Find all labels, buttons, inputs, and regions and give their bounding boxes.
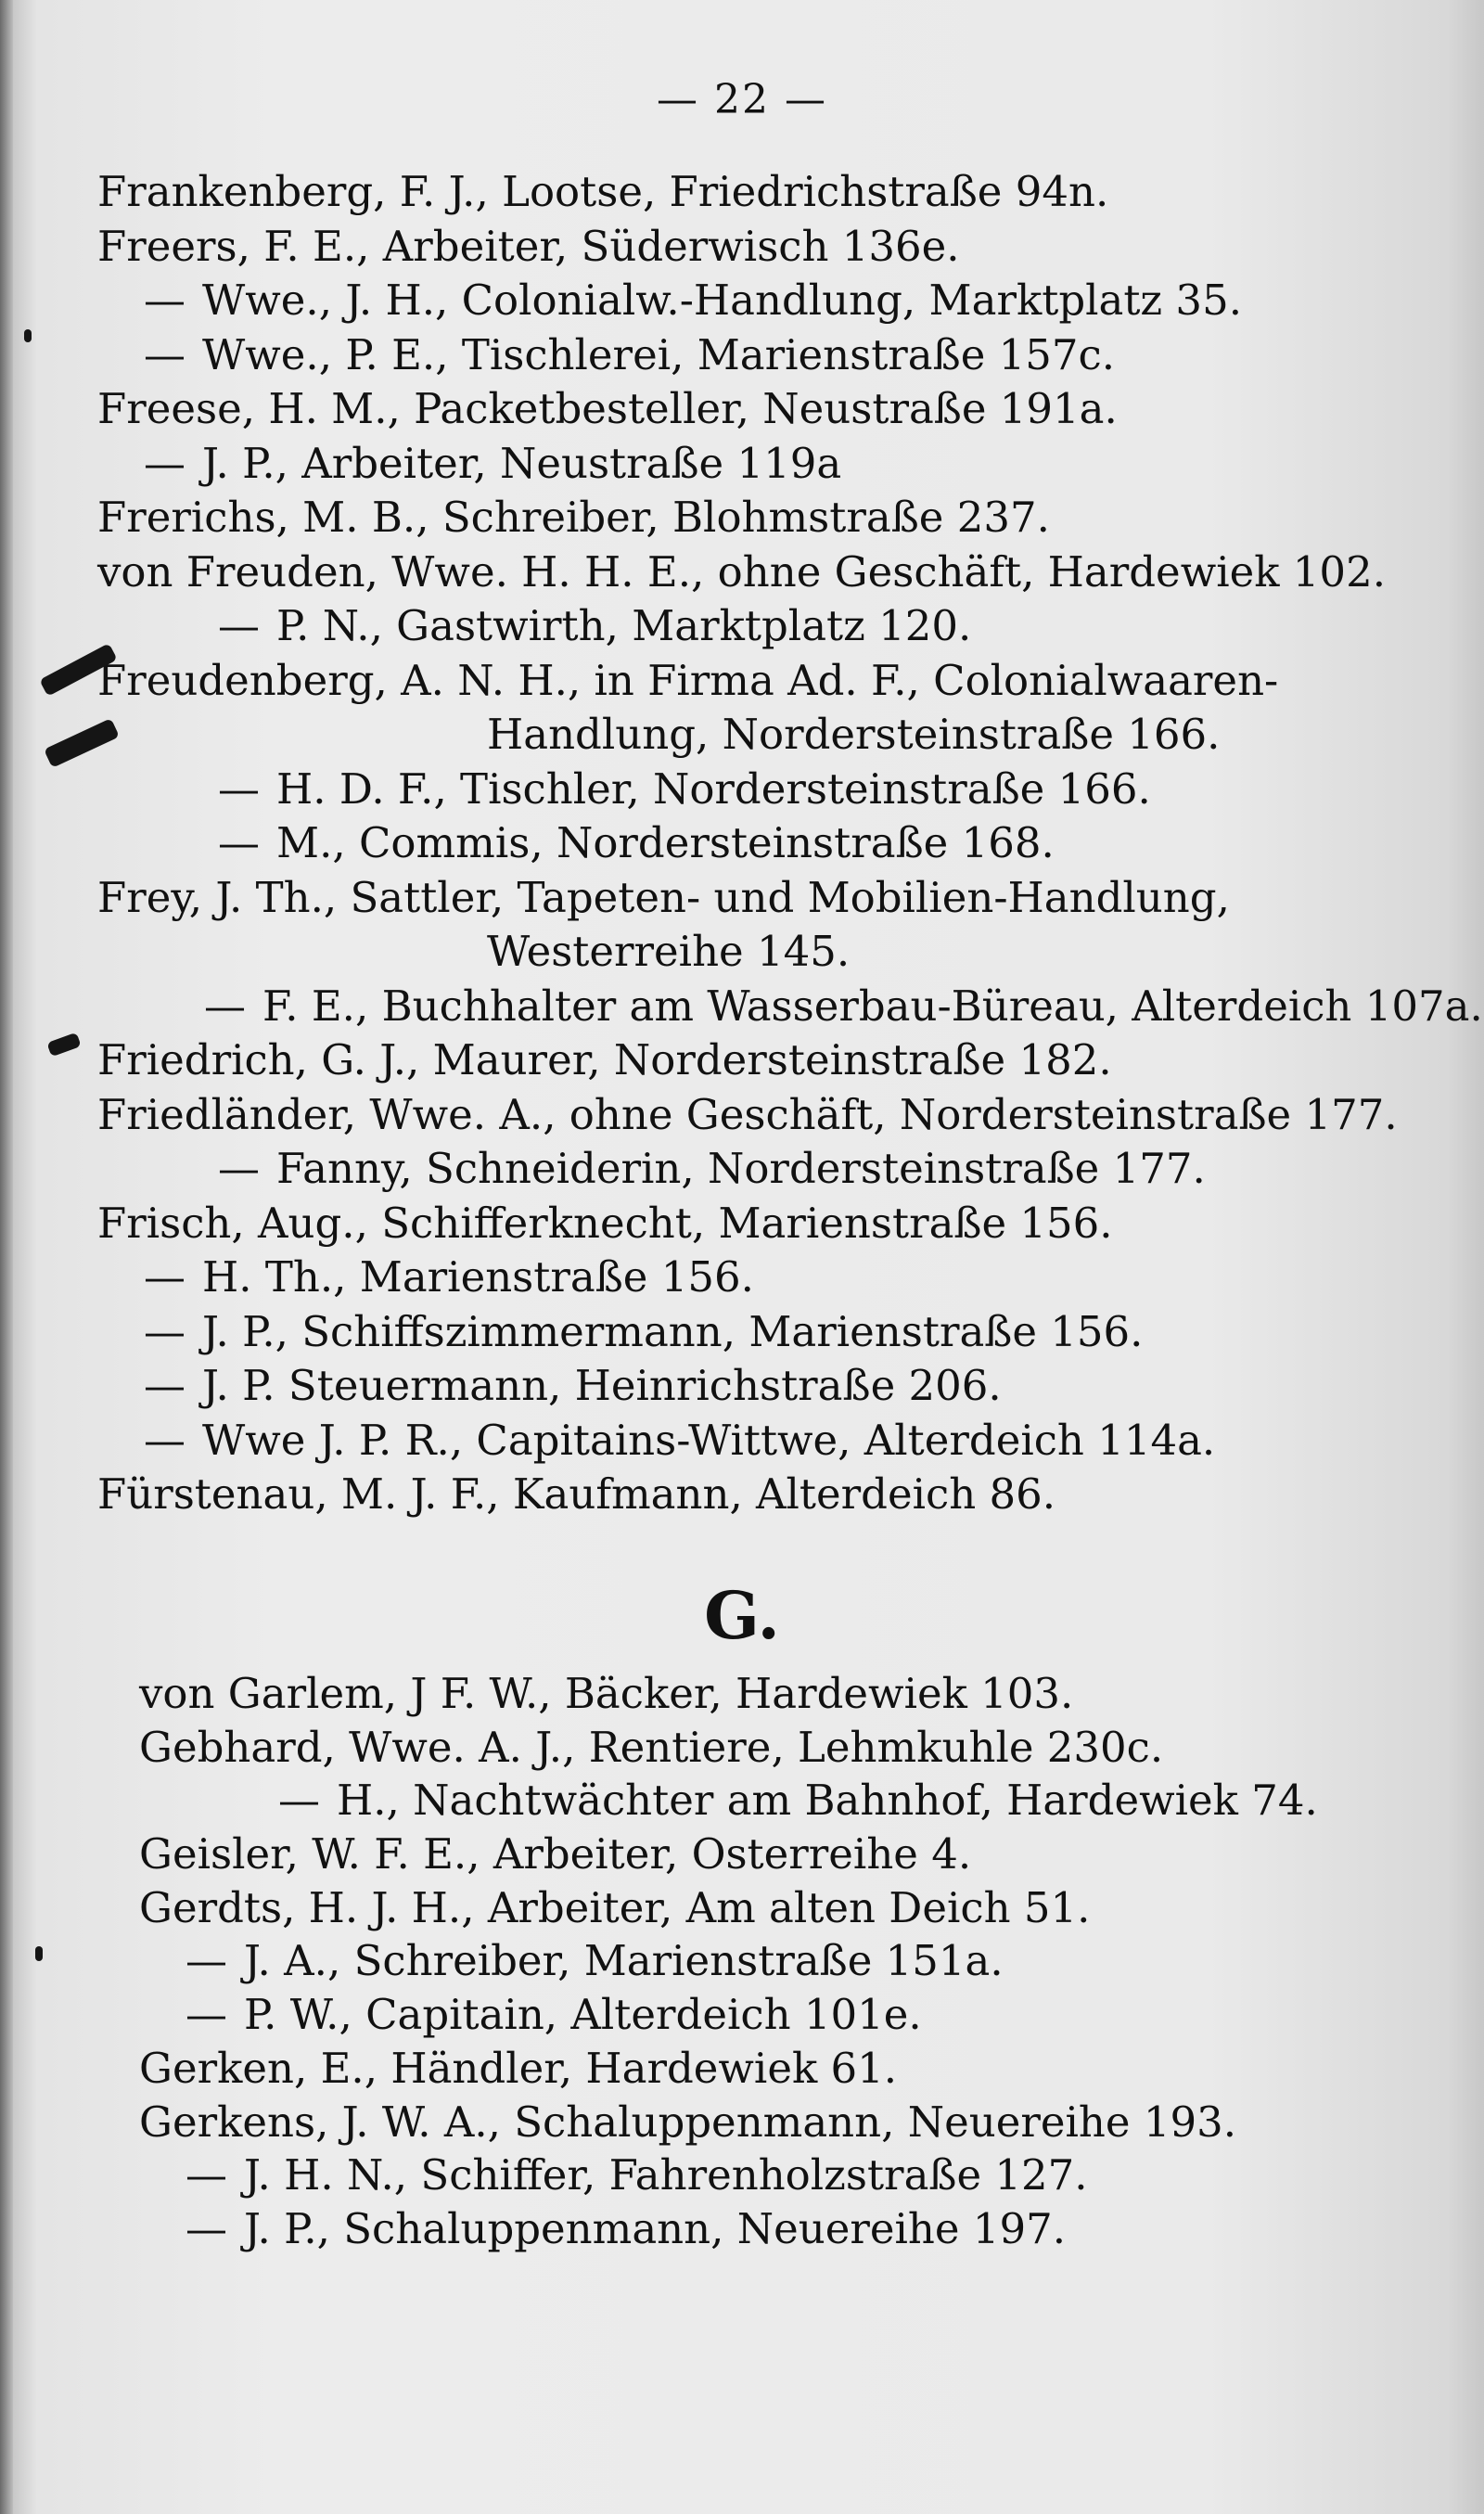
list-item: — J. P., Arbeiter, Neustraße 119a (144, 438, 842, 488)
list-item: Geisler, W. F. E., Arbeiter, Osterreihe 4. (139, 1829, 972, 1879)
list-item: — F. E., Buchhalter am Wasserbau-Büreau, Alterdeich 107a. (204, 981, 1483, 1031)
list-item: Frerichs, M. B., Schreiber, Blohmstraße 237. (97, 493, 1050, 542)
list-item: — Wwe., P. E., Tischlerei, Marienstraße 157c. (144, 329, 1116, 379)
list-item: Freudenberg, A. N. H., in Firma Ad. F., Colonialwaaren- (97, 655, 1279, 705)
list-item: Gerken, E., Händler, Hardewiek 61. (139, 2043, 898, 2093)
list-item: — J. P. Steuermann, Heinrichstraße 206. (144, 1361, 1002, 1410)
list-item: Frey, J. Th., Sattler, Tapeten- und Mobilien-Handlung, (97, 872, 1230, 922)
list-item: Gerdts, H. J. H., Arbeiter, Am alten Deich 51. (139, 1882, 1091, 1932)
list-item: — J. H. N., Schiffer, Fahrenholzstraße 127. (186, 2150, 1088, 2200)
list-item: Frisch, Aug., Schifferknecht, Marienstraße 156. (97, 1198, 1113, 1248)
list-item: Frankenberg, F. J., Lootse, Friedrichstraße 94n. (97, 167, 1109, 216)
entries-g-list (139, 1667, 1456, 2256)
list-item: Friedrich, G. J., Maurer, Nordersteinstraße 182. (97, 1035, 1112, 1084)
margin-pencil-mark (35, 1946, 43, 1961)
list-item: — H. Th., Marienstraße 156. (144, 1252, 754, 1302)
list-item: — H., Nachtwächter am Bahnhof, Hardewiek 74. (278, 1776, 1318, 1826)
list-item: Fürstenau, M. J. F., Kaufmann, Alterdeich 86. (97, 1469, 1056, 1519)
list-item: Freese, H. M., Packetbesteller, Neustraße 191a. (97, 384, 1118, 433)
list-item: von Freuden, Wwe. H. H. E., ohne Geschäft, Hardewiek 102. (97, 546, 1387, 596)
list-item: von Garlem, J F. W., Bäcker, Hardewiek 103. (139, 1669, 1074, 1718)
list-item: — J. P., Schaluppenmann, Neuereihe 197. (186, 2203, 1067, 2253)
margin-pencil-mark (46, 1033, 81, 1058)
section-heading: G. (704, 1577, 780, 1654)
list-item: — J. P., Schiffszimmermann, Marienstraße 156. (144, 1306, 1144, 1356)
list-item: — H. D. F., Tischler, Nordersteinstraße 166. (218, 763, 1151, 814)
list-item-continuation: Handlung, Nordersteinstraße 166. (487, 710, 1221, 759)
list-item: Freers, F. E., Arbeiter, Süderwisch 136e. (97, 221, 960, 271)
list-item-continuation: Westerreihe 145. (487, 927, 851, 976)
entries-f-list (97, 165, 1483, 1522)
list-item: — P. W., Capitain, Alterdeich 101e. (186, 1990, 922, 2040)
list-item: Friedländer, Wwe. A., ohne Geschäft, Nordersteinstraße 177. (97, 1089, 1398, 1139)
list-item: — Fanny, Schneiderin, Nordersteinstraße 177. (218, 1144, 1206, 1193)
list-item: — M., Commis, Nordersteinstraße 168. (218, 818, 1055, 867)
margin-pencil-mark (24, 329, 32, 342)
page-number: — 22 — (657, 76, 827, 123)
list-item: Gerkens, J. W. A., Schaluppenmann, Neuereihe 193. (139, 2097, 1237, 2147)
list-item: Gebhard, Wwe. A. J., Rentiere, Lehmkuhle 230c. (139, 1722, 1164, 1772)
list-item: — J. A., Schreiber, Marienstraße 151a. (186, 1936, 1004, 1986)
list-item: — Wwe., J. H., Colonialw.-Handlung, Marktplatz 35. (144, 276, 1243, 325)
list-item: — P. N., Gastwirth, Marktplatz 120. (218, 601, 972, 650)
list-item: — Wwe J. P. R., Capitains-Wittwe, Alterdeich 114a. (144, 1415, 1216, 1465)
page-binding-edge (0, 0, 13, 2514)
